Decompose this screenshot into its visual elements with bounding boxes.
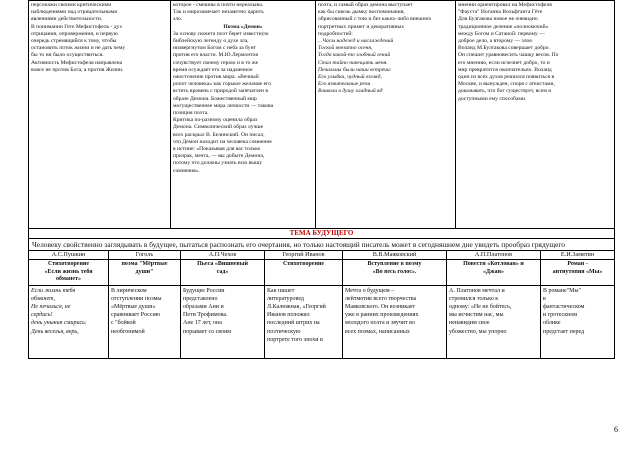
quote-line: Вливали в душу хладный яд — [318, 88, 383, 95]
text-line: Для Булгакова новое не очевидно — [458, 16, 538, 23]
top-cell-1 — [29, 1, 171, 229]
text-line: ожесточение против мира. «Вечный — [173, 74, 259, 81]
text-line: доступными ему способами. — [458, 95, 527, 102]
body-cell-platonov — [447, 285, 541, 358]
document-page — [28, 0, 614, 359]
text-line: традиционное деление «полномочий» — [458, 23, 549, 30]
text-line: В романе"Мы" — [543, 287, 581, 294]
work-title-line: Стихотворение — [282, 261, 325, 267]
text-line: доказывать, что бог существует, всем и — [458, 88, 552, 95]
text-line: наблюдениями над отрицательными — [31, 9, 118, 16]
quote-line: Тогда какой-то злобный гений — [318, 52, 391, 59]
text-line: отрицания, опровержения, и первую — [31, 30, 118, 37]
text-line: Будущее России — [183, 287, 225, 294]
text-line: вовсе не против Бога, а против Жизни. — [31, 66, 124, 73]
text-line: ропот человека» как горькое желание его — [173, 81, 272, 88]
work-title-line: Пьеса «Вишневый — [197, 261, 248, 267]
quote-line: Его улыбка, чудный взгляд, — [318, 74, 382, 81]
text-line: библейскую легенду о духе зла, — [173, 38, 249, 45]
quote-line: Его язвительные речи — [318, 81, 371, 88]
text-line: день уныния смирись: — [31, 320, 87, 327]
quote-line: Тоской внезапно осеня, — [318, 45, 373, 52]
text-line: Маяковского. Он возникает — [345, 303, 416, 310]
text-line: в — [543, 295, 546, 302]
text-line: Так и мирозамечает незаметно царить — [173, 9, 264, 16]
quote-line: ...Часы надежд и наслаждений — [318, 38, 394, 45]
text-line: стремился только к — [449, 295, 499, 302]
work-cell — [541, 260, 615, 286]
work-title-line: «Во весь голос». — [372, 268, 417, 275]
text-line: обманет, — [31, 295, 56, 302]
work-cell — [181, 260, 265, 286]
top-cell-2 — [171, 1, 316, 229]
work-title-line: Роман - — [567, 261, 588, 267]
text-line: потому что должны узнать всю вышу — [173, 160, 263, 167]
text-line: ненавидим свое — [449, 320, 490, 327]
text-line: поэта, и самый образ демона выступает — [318, 2, 413, 8]
body-cell-gogol — [109, 285, 181, 358]
text-line: последний штрих на — [267, 320, 320, 327]
author-cell: Гоголь — [109, 251, 181, 260]
top-cell-4 — [456, 1, 615, 229]
text-line: призрак, мечта, — вы добыте Демона, — [173, 153, 265, 160]
text-line: порывает со своим — [183, 328, 232, 335]
text-line: мы исчистим нас, мы — [449, 312, 504, 319]
text-line: что Демон находит на человека сомнение — [173, 138, 272, 145]
text-line: всех раскрыл В. Белинский. Он писал, — [173, 131, 265, 138]
section-heading: ТЕМА БУДУЩЕГО — [29, 229, 615, 239]
author-cell: В.В.Маяковский — [343, 251, 447, 260]
text-line: отступлении поэмы — [111, 295, 162, 302]
col2-title: Поэма «Демон» — [223, 23, 263, 30]
text-line: бы то ни было осуществиться. — [31, 52, 104, 59]
text-line: молодого поэта и звучит во — [345, 320, 415, 327]
intro-row — [29, 239, 615, 251]
text-line: фантастическом — [543, 303, 585, 310]
text-line: необгонимой — [111, 328, 145, 335]
work-title-line: обманет» — [56, 276, 81, 282]
work-cell — [265, 260, 343, 286]
body-row — [29, 285, 615, 358]
text-line: сочувствует своему герою и в то же — [173, 59, 259, 66]
section-intro: Человеку свойственно заглядывать в будущее, пытаться распознать его очертания, но только настоящий писатель может в сегодняшнем дне увидеть прообраз грядущего — [29, 239, 615, 251]
text-line: между Богом и Сатаной: первому — — [458, 30, 545, 37]
text-line: одному: «Не не бойтесь, — [449, 303, 512, 310]
text-line: зло. — [173, 16, 183, 23]
text-line: За основу сюжета поэт берет известную — [173, 30, 269, 37]
text-line: его мнению, если исчезнет добро, то и — [458, 59, 550, 66]
text-line: Он спешит уравновесить чашку весов. По — [458, 52, 559, 59]
work-title-line: Повести «Котлован» и — [463, 261, 524, 267]
text-line: обрисованный с тою и без каких-либо внешних — [318, 16, 432, 23]
work-title-line: «Если жизнь тебя — [44, 268, 93, 275]
body-cell-zamyatin — [541, 285, 615, 358]
text-line: сердись! — [31, 312, 53, 319]
text-line: уже в ранних произведениях — [345, 312, 419, 319]
text-line: облике — [543, 320, 561, 327]
text-line: поэтическую — [267, 328, 301, 335]
text-line: Мечта о будущем – — [345, 287, 395, 294]
text-line: мнении ориентировал на Мефистофеля — [458, 2, 552, 8]
text-line: сомнения». — [173, 167, 200, 174]
work-title-line: «Джан» — [483, 268, 504, 275]
text-line: представлено — [183, 295, 218, 302]
top-row — [29, 1, 615, 229]
work-cell — [447, 260, 541, 286]
text-line: и гротескном — [543, 312, 577, 319]
body-cell-ivanov — [265, 285, 343, 358]
text-line: очередь стремящийся к тому, чтобы — [31, 38, 117, 45]
work-cell — [343, 260, 447, 286]
text-line: с "бойкой — [111, 320, 136, 327]
text-line: Не печалься, не — [31, 303, 71, 310]
text-line: всех поэмах, написанных — [345, 328, 410, 335]
work-cell — [29, 260, 109, 286]
body-cell-pushkin — [29, 285, 109, 358]
text-line: В лирическом — [111, 287, 147, 294]
text-line: сравнивает Россию — [111, 312, 161, 319]
author-cell: Е.И.Замятин — [541, 251, 615, 260]
text-line: доброе дело, а второму — злое. — [458, 38, 534, 45]
text-line: мир превратится окончательно. Воланд — [458, 66, 552, 73]
text-line: образе Демона. Божественный мир — [173, 95, 257, 102]
text-line: как бы сквозь дымку воспоминания, — [318, 9, 405, 16]
text-line: «Мёртвые души» — [111, 303, 156, 310]
work-title-line: поэма "Мёртвые — [121, 261, 168, 267]
text-line: литературовед — [267, 295, 304, 302]
works-row — [29, 260, 615, 286]
heading-row — [29, 229, 615, 239]
top-table — [28, 0, 615, 229]
text-line: образами Ани и — [183, 303, 224, 310]
text-line: подробностей: — [318, 30, 353, 37]
work-title-line: Вступление в поэму — [367, 261, 422, 267]
body-cell-mayakovsky — [343, 285, 447, 358]
quote-line: Печальны были наши встречи: — [318, 66, 392, 73]
author-cell: А.С.Пушкин — [29, 251, 109, 260]
text-line: которое - смешны в почти нереальны. — [173, 2, 264, 8]
work-title-line: Стихотворение — [47, 261, 90, 267]
text-line: портрете того эпохи в — [267, 336, 323, 343]
top-cell-3 — [316, 1, 456, 229]
text-line: предстает перед — [543, 328, 585, 335]
authors-row — [29, 251, 615, 260]
work-title-line: антиутопия «Мы» — [552, 268, 603, 275]
text-line: Демона. Символический образ лучше — [173, 124, 264, 131]
text-line: низвергнутом Богом с неба за бунт — [173, 45, 257, 52]
work-cell — [109, 260, 181, 286]
text-line: остановить поток жизни и не дать чему — [31, 45, 126, 52]
work-title-line: сад» — [216, 268, 229, 275]
author-cell: А.П.Чехов — [181, 251, 265, 260]
text-line: Воланд М.Булгакова совершает добро. — [458, 45, 550, 52]
text-line: Если жизнь тебя — [31, 287, 76, 294]
text-line: время осуждает его за надменное — [173, 66, 253, 73]
page-number: 6 — [614, 425, 618, 434]
text-line: лейтмотив всего творчества — [345, 295, 417, 302]
text-line: Москве, и вынужден, споря с атеистами, — [458, 81, 555, 88]
text-line: В понимании Гете Мефистофель - дух — [31, 23, 123, 30]
text-line: Л.Калюжная, «Георгий — [267, 303, 326, 310]
text-line: Пети Трофимова. — [183, 312, 228, 319]
text-line: встить вровень с природой запечатлен в — [173, 88, 269, 95]
future-theme-table — [28, 228, 615, 359]
text-line: Как пишет — [267, 287, 295, 294]
author-cell: А.П.Платонов — [447, 251, 541, 260]
text-line: могущественнее мира личности — такова — [173, 102, 274, 109]
quote-line: Стал тайно навещать меня. — [318, 59, 388, 66]
text-line: "Фауста" Иоганна Вольфганга Гёте — [458, 9, 543, 16]
text-line: День веселья, верь, — [31, 328, 79, 335]
text-line: против его власти. М.Ю.Лермонтов — [173, 52, 258, 59]
text-line: Ане 17 лет, она — [183, 320, 222, 327]
author-cell: Георгий Иванов — [265, 251, 343, 260]
text-line: портретных примет и декоративных — [318, 23, 405, 30]
text-line: убожество, мы упорно — [449, 328, 507, 335]
text-line: персонажи своими критическими — [31, 2, 112, 8]
text-line: позиция поэта. — [173, 110, 209, 117]
text-line: явлениями действительности. — [31, 16, 103, 23]
text-line: Критика по-разному оценила образ — [173, 117, 258, 124]
text-line: в истине: «Показывая для вас только — [173, 146, 261, 153]
text-line: Иванов положил — [267, 312, 310, 319]
text-line: А. Платонов мечтал и — [449, 287, 505, 294]
body-cell-chekhov — [181, 285, 265, 358]
work-title-line: души" — [135, 268, 154, 275]
text-line: Активность Мефистофеля направлена — [31, 59, 123, 66]
text-line: один из всех духов решился появиться в — [458, 74, 555, 81]
